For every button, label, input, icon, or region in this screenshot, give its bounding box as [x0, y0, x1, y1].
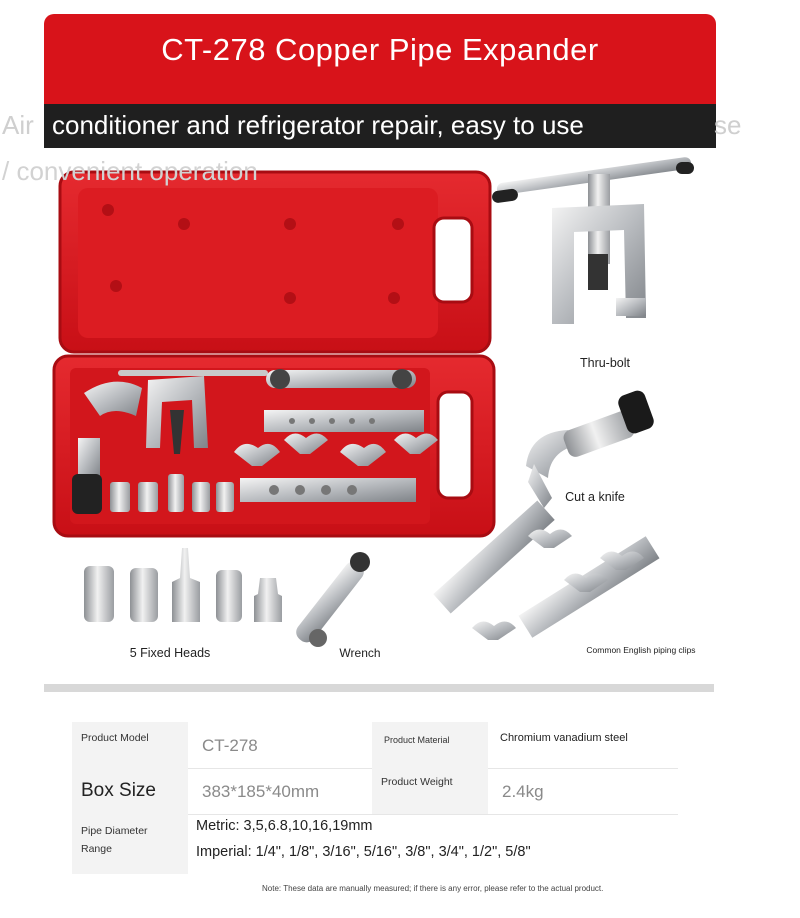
case-lid: [60, 172, 490, 352]
caption-thru-bolt: Thru-bolt: [579, 356, 631, 370]
product-image: [44, 148, 716, 688]
model-value: CT-278: [202, 736, 258, 755]
thru-bolt-tool: [491, 156, 694, 324]
subtitle-text: conditioner and refrigerator repair, easy to use: [52, 110, 584, 140]
diameter-label: Pipe Diameter Range: [81, 825, 148, 855]
caption-cut-knife: Cut a knife: [565, 490, 625, 504]
caption-fixed-heads: 5 Fixed Heads: [129, 646, 211, 660]
spec-row-model: [72, 722, 678, 769]
measurement-note: Note: These data are manually measured; if there is any error, please refer to the actual product.: [262, 884, 604, 893]
subtitle-ghost-line2: / convenient operation: [2, 156, 258, 186]
fixed-heads: [84, 548, 282, 622]
case-base: [54, 356, 494, 536]
subtitle-ghost-prefix: Air: [2, 110, 34, 140]
spec-row-diameter: [72, 814, 678, 874]
caption-wrench: Wrench: [339, 646, 381, 660]
imperial-range: Imperial: 1/4", 1/8", 3/16", 5/16", 3/8", 3/4", 1/2", 5/8": [196, 844, 531, 860]
box-size-value: 383*185*40mm: [202, 782, 320, 801]
title-banner: [44, 14, 716, 104]
product-title: CT-278 Copper Pipe Expander: [161, 32, 599, 67]
caption-piping-clips: Common English piping clips: [586, 645, 696, 655]
metric-range: Metric: 3,5,6.8,10,16,19mm: [196, 818, 373, 834]
weight-label: Product Weight: [381, 776, 453, 788]
subtitle-ghost-suffix: se: [714, 110, 742, 140]
section-divider: [44, 684, 714, 692]
weight-value: 2.4kg: [502, 782, 544, 801]
box-size-label: Box Size: [81, 780, 156, 801]
material-value: Chromium vanadium steel: [500, 732, 628, 744]
model-label: Product Model: [81, 732, 149, 744]
spec-row-box: [72, 768, 678, 815]
loose-wrench: [293, 552, 370, 647]
material-label: Product Material: [384, 735, 450, 745]
